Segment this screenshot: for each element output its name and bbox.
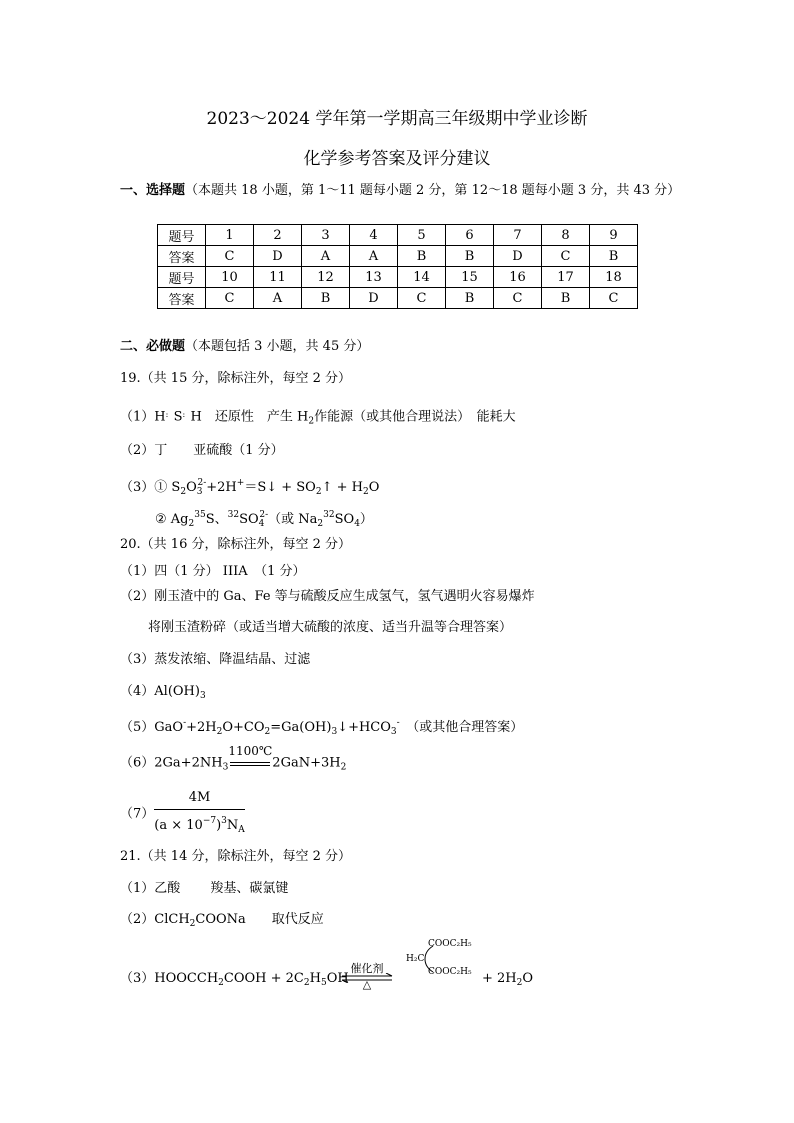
superscript: 32 xyxy=(227,510,240,520)
subscript: 3 xyxy=(199,691,206,701)
q20-answer-1: （1）四（1 分） IIIA （1 分） xyxy=(120,564,306,579)
table-cell: 8 xyxy=(542,225,590,246)
formula-part: =Ga(OH) xyxy=(270,720,332,735)
table-cell: 13 xyxy=(350,267,398,288)
subscript: 2 xyxy=(315,487,322,497)
table-cell: A xyxy=(254,288,302,309)
formula-part: O xyxy=(368,480,380,495)
subscript: 5 xyxy=(320,978,327,988)
table-cell: B xyxy=(446,246,494,267)
subscript: 2 xyxy=(340,762,347,773)
methylene-group: H₂C xyxy=(406,954,425,964)
q19-1-prefix: （1）H xyxy=(120,409,166,425)
formula-part: （3）HOOCCH xyxy=(120,971,219,986)
formula-part: (a × 10 xyxy=(154,818,203,833)
formula-part: O+CO xyxy=(222,720,265,735)
subscript: 2 xyxy=(216,727,223,737)
diethyl-malonate-structure xyxy=(400,935,480,985)
subscript: 3 xyxy=(390,727,397,737)
fraction-denominator xyxy=(154,810,245,838)
reaction-condition-equals xyxy=(228,744,273,772)
subscript: 2 xyxy=(264,727,271,737)
table-cell: 1 xyxy=(206,225,254,246)
formula-part: H xyxy=(309,971,321,986)
table-cell: 3 xyxy=(302,225,350,246)
electron-pair-dots: : xyxy=(182,410,186,419)
formula-part: +2H xyxy=(206,480,237,495)
formula-part: O xyxy=(186,480,197,495)
table-cell: B xyxy=(590,246,638,267)
table-cell: B xyxy=(302,288,350,309)
electron-pair-dots: : xyxy=(165,410,169,419)
formula-part: COOH + 2C xyxy=(223,971,304,986)
table-cell: A xyxy=(302,246,350,267)
table-row xyxy=(158,288,638,309)
subscript: 4 xyxy=(258,519,265,529)
document-subtitle: 化学参考答案及评分建议 xyxy=(303,149,491,169)
table-cell: D xyxy=(350,288,398,309)
table-cell: 6 xyxy=(446,225,494,246)
formula-part: S、 xyxy=(205,512,228,527)
formula-part: +2H xyxy=(186,720,217,735)
formula-part: ） xyxy=(359,512,373,527)
table-row xyxy=(158,267,638,288)
q19-1-text-b: 作能源（或其他合理说法） 能耗大 xyxy=(314,409,516,425)
table-cell: 18 xyxy=(590,267,638,288)
catalyst-label: 催化剂 xyxy=(350,962,384,975)
fraction-numerator: 4M xyxy=(154,790,245,810)
formula-part: O xyxy=(522,971,534,986)
table-cell: 题号 xyxy=(158,225,206,246)
section-1-title: 一、选择题 xyxy=(120,183,186,198)
subscript: 4 xyxy=(354,519,360,529)
superscript: 35 xyxy=(194,510,206,520)
formula-part: （6）2Ga+2NH xyxy=(120,755,223,771)
formula-part: 2GaN+3H xyxy=(272,755,341,771)
table-cell: 10 xyxy=(206,267,254,288)
table-cell: C xyxy=(206,288,254,309)
formula-part: （5）GaO xyxy=(120,720,184,735)
section-2-note: （本题包括 3 小题，共 45 分） xyxy=(185,339,370,354)
q19-3-2-prefix: ② xyxy=(155,512,167,527)
table-cell: D xyxy=(254,246,302,267)
subscript: 2 xyxy=(188,519,195,529)
formula-part: SO xyxy=(334,512,355,527)
table-cell: 16 xyxy=(494,267,542,288)
formula-part: ↓+HCO xyxy=(337,720,391,735)
formula-part: （2）ClCH xyxy=(120,912,190,927)
table-cell: C xyxy=(494,288,542,309)
section-1-heading xyxy=(120,182,680,200)
section-2-title: 二、必做题 xyxy=(120,339,186,354)
subscript: 2 xyxy=(362,487,369,497)
q20-answer-6 xyxy=(120,744,347,777)
formula-part: ↑ + H xyxy=(321,480,363,495)
subscript: 3 xyxy=(331,727,338,737)
subscript: 3 xyxy=(196,487,203,497)
q19-1-text-a: 还原性 产生 H xyxy=(214,409,309,425)
superscript: 32 xyxy=(323,510,335,520)
q20-answer-2b: 将刚玉渣粉碎（或适当增大硫酸的浓度、适当升温等合理答案） xyxy=(148,620,513,635)
table-cell: 答案 xyxy=(158,288,206,309)
q20-answer-7 xyxy=(120,790,245,838)
formula-part: + 2H xyxy=(482,971,517,986)
table-cell: B xyxy=(398,246,446,267)
table-cell: 7 xyxy=(494,225,542,246)
q20-answer-5 xyxy=(120,714,523,741)
reaction-condition: 1100℃ xyxy=(228,744,273,758)
superscript: −7 xyxy=(202,816,217,826)
table-cell: 4 xyxy=(350,225,398,246)
q21-answer-1: （1）乙酸 羧基、碳氯键 xyxy=(120,881,289,896)
reversible-arrow xyxy=(340,960,394,990)
table-cell: 题号 xyxy=(158,267,206,288)
table-cell: 答案 xyxy=(158,246,206,267)
section-2-heading xyxy=(120,338,369,356)
q19-answer-2: （2）丁 亚硫酸（1 分） xyxy=(120,443,284,458)
q20-header: 20.（共 16 分，除标注外，每空 2 分） xyxy=(120,537,352,552)
table-cell: D xyxy=(494,246,542,267)
table-cell: 15 xyxy=(446,267,494,288)
table-cell: C xyxy=(590,288,638,309)
q19-3-prefix: （3）① xyxy=(120,480,168,495)
table-cell: 9 xyxy=(590,225,638,246)
formula-part: Ag xyxy=(170,512,189,527)
q20-answer-2: （2）刚玉渣中的 Ga、Fe 等与硫酸反应生成氢气，氢气遇明火容易爆炸 xyxy=(120,589,535,604)
q19-answer-3-2 xyxy=(155,506,373,533)
superscript: 3 xyxy=(221,816,227,826)
q21-header: 21.（共 14 分，除标注外，每空 2 分） xyxy=(120,849,352,864)
q19-1-hydrogen: H xyxy=(190,409,202,425)
subscript: 2 xyxy=(308,416,315,427)
subscript: 2 xyxy=(189,919,196,929)
subscript: 3 xyxy=(222,762,229,773)
table-row xyxy=(158,246,638,267)
subscript: 2 xyxy=(317,519,324,529)
formula-part: （或其他合理答案） xyxy=(399,720,524,735)
q20-answer-3: （3）蒸发浓缩、降温结晶、过滤 xyxy=(120,652,311,667)
table-cell: B xyxy=(446,288,494,309)
table-cell: 11 xyxy=(254,267,302,288)
subscript: 2 xyxy=(303,978,310,988)
subscript: A xyxy=(238,825,245,835)
table-cell: 14 xyxy=(398,267,446,288)
table-cell: 17 xyxy=(542,267,590,288)
subscript: 2 xyxy=(218,978,224,988)
q19-header: 19.（共 15 分，除标注外，每空 2 分） xyxy=(120,371,352,386)
ester-group-top: COOC₂H₅ xyxy=(428,939,472,949)
subscript: 2 xyxy=(180,487,187,497)
table-row xyxy=(158,225,638,246)
formula-part: N xyxy=(226,818,239,833)
formula-part: ) xyxy=(216,818,222,833)
q19-answer-1 xyxy=(120,408,516,431)
q21-answer-3-right xyxy=(482,970,533,992)
table-cell: 12 xyxy=(302,267,350,288)
formula-part: OH xyxy=(326,971,349,986)
formula-part: S xyxy=(171,480,181,495)
table-cell: B xyxy=(542,288,590,309)
q20-7-prefix: （7） xyxy=(120,806,155,822)
superscript: - xyxy=(183,718,187,728)
table-cell: C xyxy=(542,246,590,267)
table-cell: C xyxy=(206,246,254,267)
answer-table xyxy=(157,224,638,309)
table-cell: 2 xyxy=(254,225,302,246)
subscript: 2 xyxy=(516,978,523,988)
superscript: 2- xyxy=(197,478,207,488)
heat-label: △ xyxy=(362,978,372,991)
formula-part: COONa 取代反应 xyxy=(195,912,324,927)
density-fraction xyxy=(154,790,245,838)
formula-part: ＝S↓ + SO xyxy=(244,480,316,495)
formula-part: SO xyxy=(239,512,259,527)
superscript: - xyxy=(396,718,400,728)
q21-answer-3-left xyxy=(120,970,349,992)
superscript: + xyxy=(236,478,245,488)
table-cell: C xyxy=(398,288,446,309)
table-cell: A xyxy=(350,246,398,267)
ester-group-bottom: COOC₂H₅ xyxy=(428,967,472,977)
document-title: 2023～2024 学年第一学期高三年级期中学业诊断 xyxy=(206,109,588,129)
q21-answer-2 xyxy=(120,911,324,933)
q19-1-sulfur: S xyxy=(173,409,183,425)
table-cell: 5 xyxy=(398,225,446,246)
q19-answer-3-1 xyxy=(120,474,379,501)
superscript: 2- xyxy=(259,510,269,520)
section-1-note: （本题共 18 小题，第 1～11 题每小题 2 分，第 12～18 题每小题 3 分，共 43 分） xyxy=(185,183,681,198)
formula-part: （或 Na xyxy=(268,512,318,527)
formula-part: （4）Al(OH) xyxy=(120,684,200,699)
q20-answer-4 xyxy=(120,683,206,705)
